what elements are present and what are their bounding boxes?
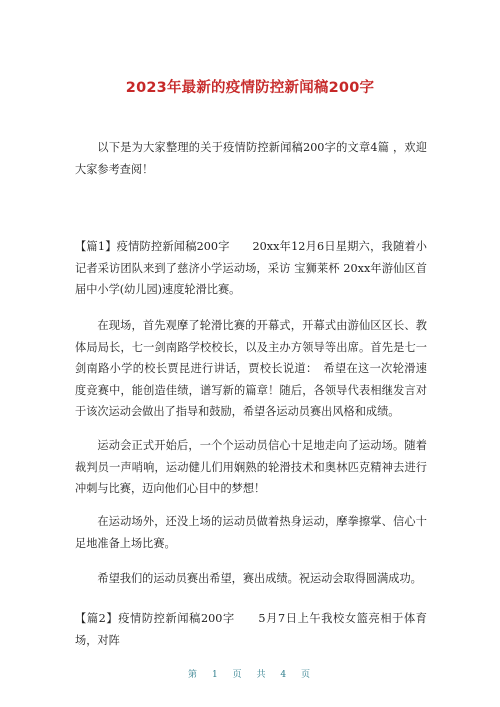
- paragraph-6: 【篇2】疫情防控新闻稿200字 5月7日上午我校女篮亮相于体育场，对阵: [75, 612, 427, 647]
- footer-label-unit: 页: [232, 670, 244, 680]
- page-footer: [0, 667, 500, 680]
- footer-total-pages: 4: [280, 670, 289, 680]
- document-title: 2023年最新的疫情防控新闻稿200字: [125, 80, 375, 96]
- footer-label-total: 共: [256, 670, 268, 680]
- paragraph-1: 【篇1】疫情防控新闻稿200字 20xx年12月6日星期六，我随着小记者采访团队来到了慈济小学运动场，采访 宝狮莱杯 20xx年游仙区首届中小学(幼儿园)速度轮滑比赛。: [75, 240, 427, 296]
- footer-label-unit2: 页: [300, 670, 312, 680]
- intro-paragraph: 以下是为大家整理的关于疫情防控新闻稿200字的文章4篇 ，欢迎大家参考查阅！: [75, 141, 427, 176]
- footer-label-page: 第: [188, 670, 200, 680]
- paragraph-5: 希望我们的运动员赛出希望，赛出成绩。祝运动会取得圆满成功。: [97, 572, 422, 585]
- paragraph-2: 在现场，首先观摩了轮滑比赛的开幕式，开幕式由游仙区区长、教体局局长，七一剑南路学校校长，以及主办方领导等出席。首先是七一剑南路小学的校长贾昆进行讲话，贾校长说道： 希望在这一次轮滑速度竞赛中，能创造佳绩，谱写新的篇章！随后，各领导代表相继发言对于该次运动会做出了指导和鼓励，希望各运动员赛出风格和成绩。: [75, 319, 427, 418]
- footer-current-page: 1: [211, 670, 220, 680]
- paragraph-3: 运动会正式开始后，一个个运动员信心十足地走向了运动场。随着裁判员一声哨响，运动健儿们用娴熟的轮滑技术和奥林匹克精神去进行冲刺与比赛，迈向他们心目中的梦想！: [75, 439, 427, 495]
- paragraph-4: 在运动场外，还没上场的运动员做着热身运动，摩拳擦掌、信心十足地准备上场比赛。: [75, 515, 427, 550]
